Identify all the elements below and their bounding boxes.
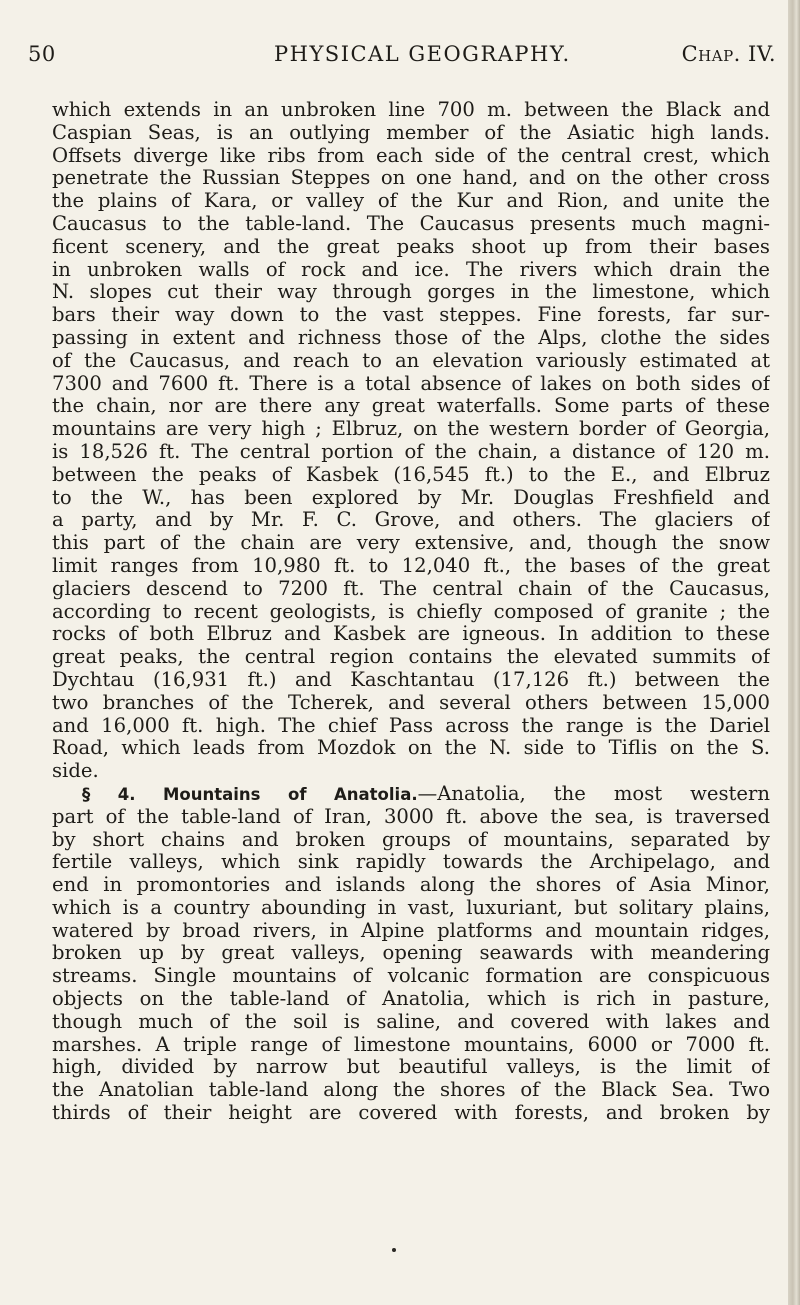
- text-line: 7300 and 7600 ft. There is a total absence of lakes on both sides of: [52, 372, 770, 395]
- text-line: Dychtau (16,931 ft.) and Kaschtantau (17,126 ft.) between the: [52, 668, 770, 691]
- text-line: penetrate the Russian Steppes on one hand, and on the other cross: [52, 167, 770, 190]
- page-number: 50: [28, 42, 56, 66]
- text-line: between the peaks of Kasbek (16,545 ft.) to the E., and Elbruz: [52, 463, 770, 486]
- text-line: streams. Single mountains of volcanic formation are conspicuous: [52, 965, 770, 988]
- text-line: to the W., has been explored by Mr. Douglas Freshfield and: [52, 486, 770, 509]
- text-line: great peaks, the central region contains the elevated summits of: [52, 646, 770, 669]
- text-line: though much of the soil is saline, and covered with lakes and: [52, 1010, 770, 1033]
- text-line: Caspian Seas, is an outlying member of the Asiatic high lands.: [52, 121, 770, 144]
- text-line: Offsets diverge like ribs from each side of the central crest, which: [52, 144, 770, 167]
- text-line: which extends in an unbroken line 700 m. between the Black and: [52, 99, 770, 121]
- section-first-line: [52, 783, 770, 806]
- text-line: limit ranges from 10,980 ft. to 12,040 ft., the bases of the great: [52, 554, 770, 577]
- text-line: bars their way down to the vast steppes. Fine forests, far sur-: [52, 304, 770, 327]
- text-line: end in promontories and islands along the shores of Asia Minor,: [52, 874, 770, 897]
- text-line: this part of the chain are very extensive, and, though the snow: [52, 532, 770, 555]
- text-line: according to recent geologists, is chiefly composed of granite ; the: [52, 600, 770, 623]
- chapter-label: Chap. IV.: [681, 42, 776, 66]
- text-line: side.: [52, 760, 99, 783]
- page-edge: [788, 0, 800, 1305]
- printer-mark: [392, 1248, 396, 1252]
- text-line: N. slopes cut their way through gorges in the limestone, which: [52, 281, 770, 304]
- text-line: in unbroken walls of rock and ice. The rivers which drain the: [52, 258, 770, 281]
- text-line: rocks of both Elbruz and Kasbek are igneous. In addition to these: [52, 623, 770, 646]
- text-line: passing in extent and richness those of the Alps, clothe the sides: [52, 326, 770, 349]
- text-line: mountains are very high ; Elbruz, on the western border of Georgia,: [52, 418, 770, 441]
- text-line: by short chains and broken groups of mountains, separated by: [52, 828, 770, 851]
- text-line: Road, which leads from Mozdok on the N. side to Tiflis on the S.: [52, 737, 770, 760]
- text-line: glaciers descend to 7200 ft. The central chain of the Caucasus,: [52, 577, 770, 600]
- text-line: objects on the table-land of Anatolia, which is rich in pasture,: [52, 988, 770, 1011]
- text-line: the chain, nor are there any great waterfalls. Some parts of these: [52, 395, 770, 418]
- text-line: two branches of the Tcherek, and several others between 15,000: [52, 691, 770, 714]
- text-line: and 16,000 ft. high. The chief Pass across the range is the Dariel: [52, 714, 770, 737]
- text-line: part of the table-land of Iran, 3000 ft. above the sea, is traversed: [52, 805, 770, 828]
- text-line: marshes. A triple range of limestone mountains, 6000 or 7000 ft.: [52, 1033, 770, 1056]
- text-line: ficent scenery, and the great peaks shoot up from their bases: [52, 235, 770, 258]
- text-line: broken up by great valleys, opening seawards with meandering: [52, 942, 770, 965]
- text-line: which is a country abounding in vast, luxuriant, but solitary plains,: [52, 896, 770, 919]
- text-line: Caucasus to the table-land. The Caucasus presents much magni-: [52, 212, 770, 235]
- text-line: the Anatolian table-land along the shores of the Black Sea. Two: [52, 1079, 770, 1102]
- text-line: watered by broad rivers, in Alpine platforms and mountain ridges,: [52, 919, 770, 942]
- section-first-line-text: —Anatolia, the most western: [417, 782, 770, 805]
- text-line: is 18,526 ft. The central portion of the chain, a distance of 120 m.: [52, 440, 770, 463]
- section-heading: § 4. Mountains of Anatolia.: [82, 784, 418, 804]
- text-body: [52, 99, 770, 1125]
- text-line: high, divided by narrow but beautiful valleys, is the limit of: [52, 1056, 770, 1079]
- text-line: of the Caucasus, and reach to an elevation variously estimated at: [52, 349, 770, 372]
- text-line: thirds of their height are covered with forests, and broken by: [52, 1102, 770, 1125]
- text-line: a party, and by Mr. F. C. Grove, and others. The glaciers of: [52, 509, 770, 532]
- running-head: [28, 42, 776, 76]
- text-line: fertile valleys, which sink rapidly towards the Archipelago, and: [52, 851, 770, 874]
- text-line: the plains of Kara, or valley of the Kur and Rion, and unite the: [52, 190, 770, 213]
- page-title: PHYSICAL GEOGRAPHY.: [274, 42, 571, 66]
